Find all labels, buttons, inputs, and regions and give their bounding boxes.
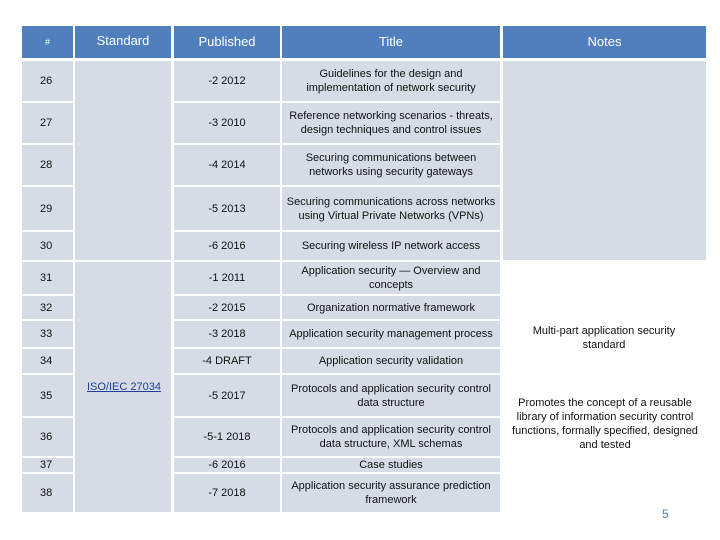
header-standard: Standard	[75, 26, 171, 58]
published-cell: -4 2014	[174, 145, 280, 185]
title-cell: Application security management process	[282, 321, 500, 347]
header-num: #	[22, 26, 73, 58]
header-published: Published	[174, 26, 280, 58]
title-cell: Reference networking scenarios - threats, design techniques and control issues	[282, 103, 500, 143]
row-num: 37	[22, 458, 73, 472]
published-cell: -5 2013	[174, 187, 280, 230]
published-cell: -1 2011	[174, 262, 280, 294]
published-cell: -5 2017	[174, 375, 280, 416]
standard-cell-network	[75, 61, 171, 260]
row-num: 29	[22, 187, 73, 230]
header-title: Title	[282, 26, 500, 58]
notes-cell-network	[503, 61, 706, 260]
published-cell: -3 2010	[174, 103, 280, 143]
row-num: 35	[22, 375, 73, 416]
notes-multipart: Multi-part application security standard	[532, 325, 676, 351]
row-num: 33	[22, 321, 73, 347]
title-cell: Case studies	[282, 458, 500, 472]
published-cell: -4 DRAFT	[174, 349, 280, 373]
standard-link[interactable]: ISO/IEC 27034	[87, 381, 161, 393]
row-num: 28	[22, 145, 73, 185]
published-cell: -2 2015	[174, 296, 280, 319]
published-cell: -3 2018	[174, 321, 280, 347]
row-num: 38	[22, 474, 73, 512]
header-notes: Notes	[503, 26, 706, 58]
published-cell: -7 2018	[174, 474, 280, 512]
title-cell: Organization normative framework	[282, 296, 500, 319]
title-cell: Application security — Overview and concepts	[282, 262, 500, 294]
published-cell: -6 2016	[174, 458, 280, 472]
title-cell: Application security validation	[282, 349, 500, 373]
title-cell: Application security assurance prediction framework	[282, 474, 500, 512]
row-num: 30	[22, 232, 73, 260]
published-cell: -6 2016	[174, 232, 280, 260]
title-cell: Securing communications across networks using Virtual Private Networks (VPNs)	[282, 187, 500, 230]
title-cell: Securing communications between networks using security gateways	[282, 145, 500, 185]
row-num: 36	[22, 418, 73, 456]
published-cell: -2 2012	[174, 61, 280, 101]
standard-cell-application	[75, 262, 171, 512]
notes-cell-application	[503, 262, 706, 512]
row-num: 34	[22, 349, 73, 373]
notes-promotes: Promotes the concept of a reusable library of information security control functions, formally specified, designed and tested	[512, 397, 698, 451]
page-number: 5	[662, 507, 669, 521]
title-cell: Guidelines for the design and implementation of network security	[282, 61, 500, 101]
published-cell: -5-1 2018	[174, 418, 280, 456]
row-num: 27	[22, 103, 73, 143]
row-num: 32	[22, 296, 73, 319]
row-num: 31	[22, 262, 73, 294]
title-cell: Protocols and application security control data structure, XML schemas	[282, 418, 500, 456]
title-cell: Securing wireless IP network access	[282, 232, 500, 260]
row-num: 26	[22, 61, 73, 101]
title-cell: Protocols and application security control data structure	[282, 375, 500, 416]
